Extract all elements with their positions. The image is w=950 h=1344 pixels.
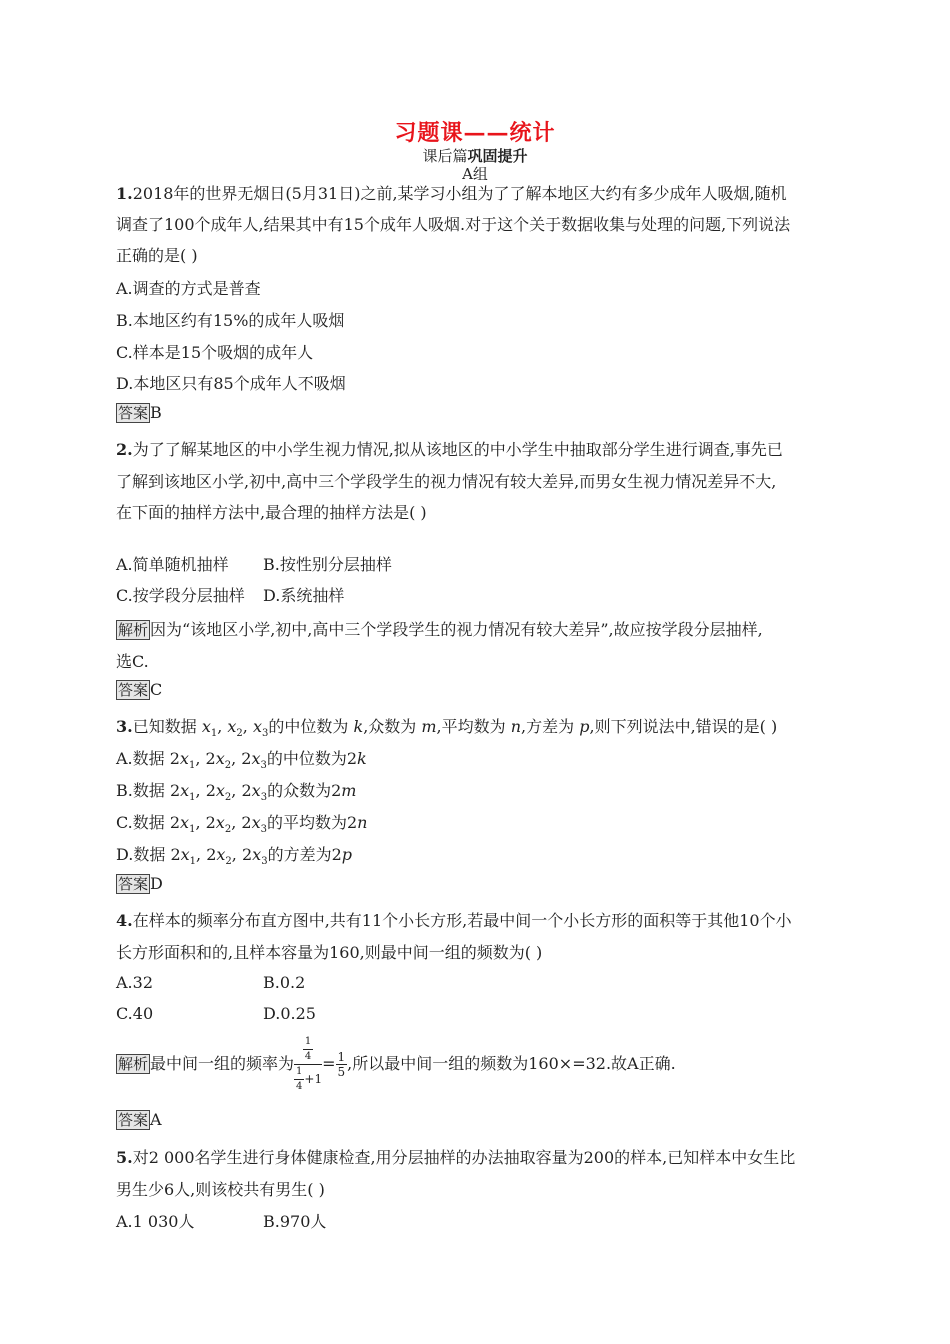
q3-opt-b-mid: 的众数为2 bbox=[267, 781, 342, 800]
q2-analysis-text: 因为“该地区小学,初中,高中三个学段学生的视力情况有较大差异”,故应按学段分层抽样, bbox=[150, 620, 763, 639]
q2-text-1: 为了了解某地区的中小学生视力情况,拟从该地区的中小学生中抽取部分学生进行调查,事先已 bbox=[132, 440, 783, 459]
q4-inner-top-num: 1 bbox=[303, 1035, 313, 1050]
subtitle-prefix: 课后篇 bbox=[422, 147, 468, 165]
q4-option-c: C.40 bbox=[116, 1004, 154, 1023]
q4-number: 4. bbox=[116, 911, 133, 930]
answer-tag: 答案 bbox=[118, 681, 149, 699]
q2-answer bbox=[116, 680, 162, 700]
group-label: A组 bbox=[462, 165, 488, 183]
q2-analysis-line2: 选C. bbox=[116, 652, 149, 671]
q3-var-p: p bbox=[579, 717, 590, 736]
q3-option-d: D.数据 $2x_1$, $2x_2$, $2x_3$的方差为2p bbox=[116, 845, 352, 868]
q4-big-fraction-numerator bbox=[294, 1035, 322, 1065]
q4-result-num: 1 bbox=[337, 1050, 346, 1064]
q4-answer bbox=[116, 1110, 162, 1130]
q5-option-a: A.1 030人 bbox=[116, 1212, 195, 1231]
q5-number: 5. bbox=[116, 1148, 133, 1167]
analysis-tag: 解析 bbox=[118, 621, 149, 639]
q4-stem-line1 bbox=[116, 908, 792, 931]
q3-text-c: ,众数为 bbox=[363, 717, 417, 736]
q5-option-b: B.970人 bbox=[263, 1212, 327, 1231]
q3-var-m: m bbox=[421, 717, 437, 736]
q5-text-1: 对2 000名学生进行身体健康检查,用分层抽样的办法抽取容量为200的样本,已知样本中女生比 bbox=[132, 1148, 796, 1167]
q3-var-n: n bbox=[510, 717, 522, 736]
q3-opt-d-mid: 的方差为2 bbox=[267, 845, 342, 864]
q2-stem-line2: 了解到该地区小学,初中,高中三个学段学生的视力情况有较大差异,而男女生视力情况差异不大, bbox=[116, 472, 777, 491]
q4-inner-fraction-top bbox=[303, 1035, 313, 1064]
q1-text-1: 2018年的世界无烟日(5月31日)之前,某学习小组为了了解本地区大约有多少成年人吸烟,随机 bbox=[132, 184, 787, 203]
q1-option-b: B.本地区约有15%的成年人吸烟 bbox=[116, 311, 345, 330]
q4-inner-bottom-num: 1 bbox=[294, 1065, 304, 1080]
q3-opt-b-var: m bbox=[341, 781, 357, 800]
q1-answer bbox=[116, 403, 162, 423]
q3-opt-c-mid: 的平均数为2 bbox=[266, 813, 358, 832]
q3-text-f: ,则下列说法中,错误的是( ) bbox=[589, 717, 778, 736]
q3-stem: 3.已知数据 $x_1$, $x_2$, $x_3$的中位数为 k,众数为 m,平均数为 n,方差为 p,则下列说法中,错误的是( ) bbox=[116, 717, 778, 740]
q4-option-b: B.0.2 bbox=[263, 973, 306, 992]
q1-option-d: D.本地区只有85个成年人不吸烟 bbox=[116, 374, 346, 393]
q3-option-c: C.数据 $2x_1$, $2x_2$, $2x_3$的平均数为2n bbox=[116, 813, 368, 836]
q3-opt-d-prefix: D.数据 bbox=[116, 845, 166, 864]
q4-result-fraction bbox=[336, 1050, 348, 1079]
q4-result-den: 5 bbox=[337, 1065, 346, 1079]
q4-big-fraction-denominator bbox=[294, 1065, 322, 1094]
q3-opt-d-var: p bbox=[341, 845, 352, 864]
q2-stem-line3: 在下面的抽样方法中,最合理的抽样方法是( ) bbox=[116, 503, 427, 522]
q2-option-c: C.按学段分层抽样 bbox=[116, 586, 245, 605]
q5-stem-line1 bbox=[116, 1145, 795, 1168]
q2-option-d: D.系统抽样 bbox=[263, 586, 345, 605]
q4-analysis-text-b: ,所以最中间一组的频数为160×=32.故A正确. bbox=[347, 1054, 676, 1073]
q1-option-c: C.样本是15个吸烟的成年人 bbox=[116, 343, 314, 362]
q4-inner-bottom-den: 4 bbox=[296, 1081, 303, 1092]
q4-analysis-text-a: 最中间一组的频率为 bbox=[150, 1054, 295, 1073]
q3-opt-c-prefix: C.数据 bbox=[116, 813, 165, 832]
q2-number: 2. bbox=[116, 440, 133, 459]
q4-text-1: 在样本的频率分布直方图中,共有11个小长方形,若最中间一个小长方形的面积等于其他10个小 bbox=[132, 911, 792, 930]
q1-stem-line2: 调查了100个成年人,结果其中有15个成年人吸烟.对于这个关于数据收集与处理的问题,下列说法 bbox=[116, 215, 791, 234]
q4-den-tail: +1 bbox=[304, 1072, 323, 1086]
q4-option-a: A.32 bbox=[116, 973, 153, 992]
page-title: 习题课——统计 bbox=[394, 120, 556, 146]
q1-number: 1. bbox=[116, 184, 133, 203]
q4-option-d: D.0.25 bbox=[263, 1004, 316, 1023]
q3-opt-b-prefix: B.数据 bbox=[116, 781, 165, 800]
q4-inner-fraction-bottom bbox=[294, 1065, 304, 1094]
q3-text-a: 已知数据 bbox=[132, 717, 197, 736]
q3-text-e: ,方差为 bbox=[521, 717, 575, 736]
q1-stem-line1 bbox=[116, 181, 787, 204]
q2-option-b: B.按性别分层抽样 bbox=[263, 555, 392, 574]
q4-inner-top-den: 4 bbox=[304, 1051, 312, 1062]
answer-tag: 答案 bbox=[118, 875, 149, 893]
q3-text-d: ,平均数为 bbox=[436, 717, 506, 736]
q1-stem-line3: 正确的是( ) bbox=[116, 246, 198, 265]
answer-tag: 答案 bbox=[118, 404, 149, 422]
q3-opt-c-var: n bbox=[357, 813, 368, 832]
q3-option-a: A.数据 $2x_1$, $2x_2$, $2x_3$的中位数为2k bbox=[116, 749, 367, 772]
q4-stem-line2: 长方形面积和的,且样本容量为160,则最中间一组的频数为( ) bbox=[116, 943, 543, 962]
q3-text-b: 的中位数为 bbox=[268, 717, 349, 736]
q3-opt-a-var: k bbox=[357, 749, 367, 768]
q1-option-a: A.调查的方式是普查 bbox=[116, 279, 261, 298]
q4-big-fraction bbox=[294, 1035, 322, 1094]
q1-answer-value: B bbox=[150, 403, 162, 422]
q2-stem-line1 bbox=[116, 437, 783, 460]
answer-tag: 答案 bbox=[118, 1111, 149, 1129]
analysis-tag: 解析 bbox=[118, 1055, 149, 1073]
q2-answer-value: C bbox=[150, 680, 163, 699]
q3-answer-value: D bbox=[150, 874, 163, 893]
q3-option-b: B.数据 $2x_1$, $2x_2$, $2x_3$的众数为2m bbox=[116, 781, 357, 804]
q3-var-k: k bbox=[353, 717, 364, 736]
q2-analysis-line1 bbox=[116, 617, 763, 640]
q5-stem-line2: 男生少6人,则该校共有男生( ) bbox=[116, 1180, 325, 1199]
q3-number: 3. bbox=[116, 717, 133, 736]
q4-equals: = bbox=[322, 1054, 336, 1073]
q3-opt-a-mid: 的中位数为2 bbox=[266, 749, 358, 768]
q3-answer bbox=[116, 874, 163, 894]
q4-analysis bbox=[116, 1035, 676, 1094]
subtitle-bold: 巩固提升 bbox=[467, 147, 528, 165]
q2-option-a: A.简单随机抽样 bbox=[116, 555, 229, 574]
q4-answer-value: A bbox=[150, 1110, 162, 1129]
q3-opt-a-prefix: A.数据 bbox=[116, 749, 165, 768]
